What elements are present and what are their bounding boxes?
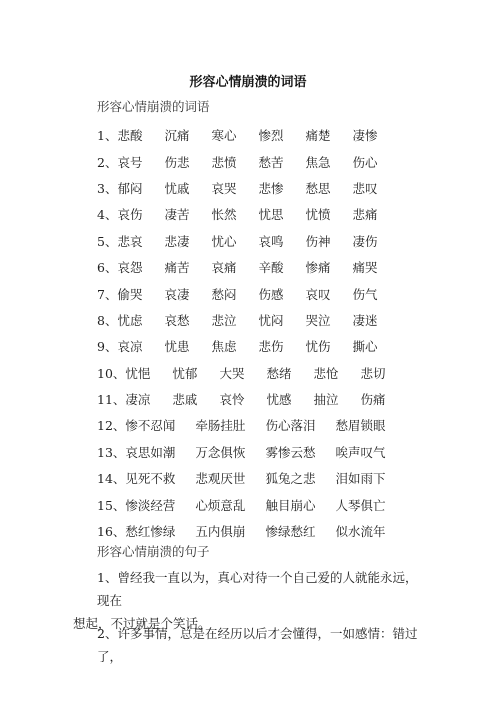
sentence-1-line-1: 1、曾经我一直以为，真心对待一个自己爱的人就能永远，现在	[97, 570, 418, 608]
word-row-number: 15、	[97, 497, 126, 513]
section-heading-sentences: 形容心情崩溃的句子	[97, 544, 210, 559]
word-item: 惨烈	[258, 128, 284, 144]
word-row-number: 13、	[97, 444, 126, 460]
word-row-number: 11、	[97, 392, 126, 408]
word-item: 沉痛	[164, 128, 190, 144]
word-item: 悲叹	[352, 180, 378, 196]
sentence-1-line-2: 想起，不过就是个笑话。	[73, 616, 211, 631]
word-item: 泪如雨下	[335, 471, 386, 487]
word-item: 心烦意乱	[195, 497, 246, 513]
section-heading-words: 形容心情崩溃的词语	[97, 99, 210, 114]
word-item: 凄苦	[164, 207, 190, 223]
word-row-number: 10、	[97, 365, 126, 381]
word-item: 悲泣	[211, 312, 237, 328]
word-item: 伤痛	[360, 392, 386, 408]
word-item: 五内俱崩	[195, 524, 246, 540]
word-item: 悲痛	[352, 207, 378, 223]
word-item: 悲惨	[258, 180, 284, 196]
word-item: 哀凄	[164, 286, 190, 302]
word-item: 郁闷	[117, 180, 143, 196]
word-list	[97, 122, 477, 544]
word-item: 愁苦	[258, 154, 284, 170]
word-item: 痛苦	[164, 260, 190, 276]
word-item: 忧悒	[125, 365, 151, 381]
word-item: 焦急	[305, 154, 331, 170]
word-item: 惨痛	[305, 260, 331, 276]
word-item: 悲怆	[313, 365, 339, 381]
word-item: 忧戚	[164, 180, 190, 196]
word-item: 哀痛	[211, 260, 237, 276]
word-item: 痛楚	[305, 128, 331, 144]
word-row	[97, 439, 477, 465]
word-item: 惨不忍闻	[125, 418, 176, 434]
word-item: 哀鸣	[258, 233, 284, 249]
word-item: 唉声叹气	[335, 444, 386, 460]
word-row	[97, 122, 477, 148]
word-item: 忧感	[266, 392, 292, 408]
word-row-number: 7、	[97, 286, 118, 302]
word-item: 哭泣	[305, 312, 331, 328]
sentence-2-line-1: 2、许多事情，总是在经历以后才会懂得，一如感情：错过了，	[97, 626, 418, 664]
word-item: 怅然	[211, 207, 237, 223]
word-row	[97, 360, 477, 386]
word-item: 哀叹	[305, 286, 331, 302]
word-item: 哀思如潮	[125, 444, 176, 460]
word-item: 忧心	[211, 233, 237, 249]
word-item: 哀哭	[211, 180, 237, 196]
word-item: 狐兔之悲	[265, 471, 316, 487]
word-row	[97, 148, 477, 174]
word-row-number: 16、	[97, 524, 126, 540]
word-row	[97, 228, 477, 254]
word-item: 寒心	[211, 128, 237, 144]
word-item: 雾惨云愁	[265, 444, 316, 460]
word-item: 忧患	[164, 339, 190, 355]
word-item: 愁眉锁眼	[335, 418, 386, 434]
word-item: 悲愤	[211, 154, 237, 170]
word-item: 悲切	[360, 365, 386, 381]
word-item: 伤悲	[164, 154, 190, 170]
word-row	[97, 412, 477, 438]
word-item: 愁思	[305, 180, 331, 196]
word-row	[97, 491, 477, 517]
word-item: 忧愤	[305, 207, 331, 223]
word-item: 忧思	[258, 207, 284, 223]
document-title: 形容心情崩溃的词语	[189, 75, 307, 90]
word-item: 愁闷	[211, 286, 237, 302]
word-item: 万念俱恢	[195, 444, 246, 460]
word-row	[97, 201, 477, 227]
word-item: 抽泣	[313, 392, 339, 408]
word-item: 哀怨	[117, 260, 143, 276]
word-item: 惨淡经营	[125, 497, 176, 513]
word-item: 愁绪	[266, 365, 292, 381]
word-item: 焦虑	[211, 339, 237, 355]
word-item: 忧伤	[305, 339, 331, 355]
word-item: 触目崩心	[265, 497, 316, 513]
word-item: 凄惨	[352, 128, 378, 144]
word-row-number: 9、	[97, 339, 118, 355]
word-item: 似水流年	[335, 524, 386, 540]
word-item: 人琴俱亡	[335, 497, 386, 513]
word-row	[97, 333, 477, 359]
word-item: 哀号	[117, 154, 143, 170]
word-item: 忧虑	[117, 312, 143, 328]
word-row	[97, 518, 477, 544]
word-item: 痛哭	[352, 260, 378, 276]
word-row-number: 8、	[97, 312, 118, 328]
word-item: 辛酸	[258, 260, 284, 276]
word-row-number: 2、	[97, 154, 118, 170]
word-item: 悲酸	[117, 128, 143, 144]
word-item: 愁红惨绿	[125, 524, 176, 540]
word-item: 哀愁	[164, 312, 190, 328]
word-item: 忧闷	[258, 312, 284, 328]
word-item: 惨绿愁红	[265, 524, 316, 540]
word-item: 大哭	[219, 365, 245, 381]
word-row-number: 5、	[97, 233, 118, 249]
word-row	[97, 280, 477, 306]
word-item: 牵肠挂肚	[195, 418, 246, 434]
sentence-paragraph-2	[97, 622, 429, 668]
word-item: 悲戚	[172, 392, 198, 408]
word-item: 悲凄	[164, 233, 190, 249]
word-row-number: 1、	[97, 128, 118, 144]
word-item: 哀凉	[117, 339, 143, 355]
word-row	[97, 386, 477, 412]
word-item: 忧郁	[172, 365, 198, 381]
word-item: 撕心	[352, 339, 378, 355]
word-row-number: 4、	[97, 207, 118, 223]
word-item: 凄伤	[352, 233, 378, 249]
word-row-number: 6、	[97, 260, 118, 276]
word-item: 悲伤	[258, 339, 284, 355]
word-item: 悲哀	[117, 233, 143, 249]
word-row-number: 3、	[97, 180, 118, 196]
word-row	[97, 307, 477, 333]
word-item: 见死不救	[125, 471, 176, 487]
word-row-number: 14、	[97, 471, 126, 487]
word-item: 偷哭	[117, 286, 143, 302]
word-item: 凄凉	[125, 392, 151, 408]
word-item: 伤感	[258, 286, 284, 302]
word-item: 伤气	[352, 286, 378, 302]
word-row	[97, 175, 477, 201]
word-item: 哀伤	[117, 207, 143, 223]
word-row-number: 12、	[97, 418, 126, 434]
word-item: 悲观厌世	[195, 471, 246, 487]
word-row	[97, 254, 477, 280]
word-row	[97, 465, 477, 491]
word-item: 伤神	[305, 233, 331, 249]
word-item: 凄迷	[352, 312, 378, 328]
word-item: 伤心落泪	[265, 418, 316, 434]
word-item: 伤心	[352, 154, 378, 170]
word-item: 哀怜	[219, 392, 245, 408]
